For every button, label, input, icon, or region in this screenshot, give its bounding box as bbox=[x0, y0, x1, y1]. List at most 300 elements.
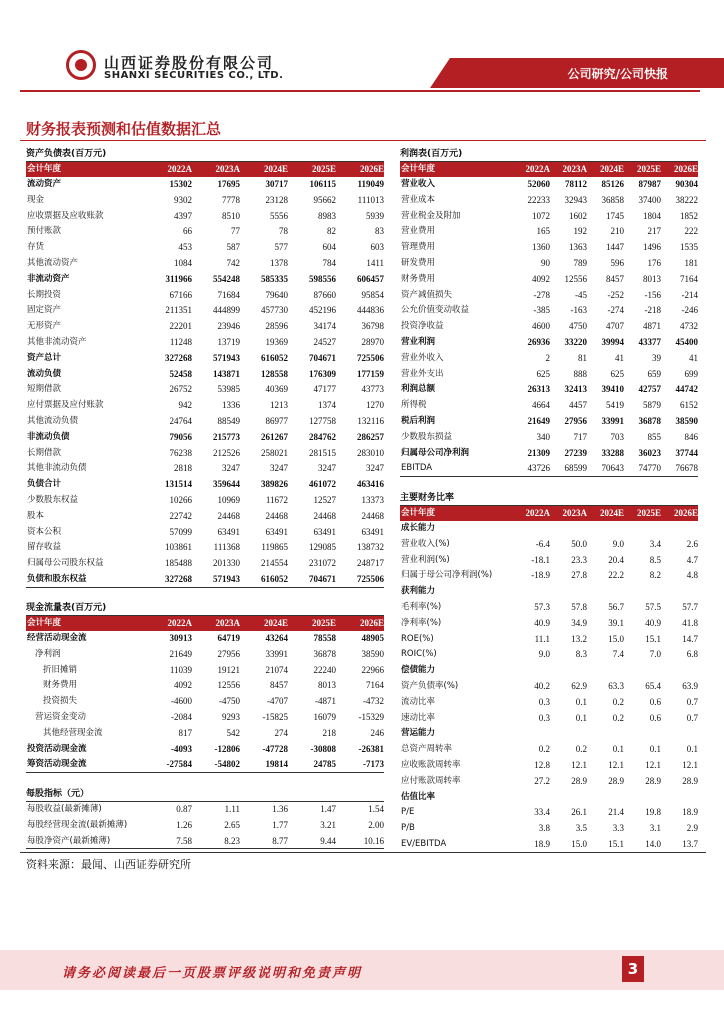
row-value: 27956 bbox=[217, 648, 240, 659]
row-value: 90 bbox=[541, 257, 550, 268]
table-row bbox=[400, 272, 698, 288]
row-value: 4092 bbox=[174, 680, 192, 691]
row-label: P/B bbox=[401, 823, 415, 834]
row-value: 7164 bbox=[680, 273, 698, 284]
row-value: 38590 bbox=[361, 648, 384, 659]
row-value: 27239 bbox=[564, 447, 587, 458]
row-value: -4093 bbox=[171, 743, 192, 754]
row-value: 659 bbox=[647, 368, 661, 379]
row-value: 2.65 bbox=[224, 819, 240, 830]
row-value: 111013 bbox=[357, 194, 384, 205]
table-row bbox=[26, 351, 384, 367]
row-value bbox=[550, 663, 587, 679]
row-label: 其他流动负债 bbox=[27, 415, 79, 426]
row-value bbox=[587, 521, 624, 537]
table-header-cell: 2024E bbox=[599, 508, 624, 518]
row-value bbox=[587, 663, 624, 679]
row-value: 14.0 bbox=[645, 838, 661, 849]
row-value: 217 bbox=[647, 226, 661, 237]
table-caption: 主要财务比率 bbox=[400, 490, 698, 506]
row-value bbox=[661, 584, 698, 600]
table-row bbox=[400, 367, 698, 383]
row-value: 625 bbox=[610, 368, 624, 379]
row-value: 274 bbox=[274, 727, 288, 738]
row-label: ROIC(%) bbox=[401, 649, 437, 660]
row-value: 3247 bbox=[222, 463, 240, 474]
row-value: 62.9 bbox=[571, 680, 587, 691]
row-value: 13.2 bbox=[571, 633, 587, 644]
row-value: 95854 bbox=[361, 289, 384, 300]
row-value: 26.1 bbox=[571, 807, 587, 818]
row-label: 每股净资产(最新摊薄) bbox=[27, 835, 111, 846]
row-value: 457730 bbox=[261, 305, 288, 316]
table-row bbox=[400, 351, 698, 367]
row-value: 43377 bbox=[638, 336, 661, 347]
table-row bbox=[400, 224, 698, 240]
row-value: 63491 bbox=[313, 526, 336, 537]
table-header-cell: 2026E bbox=[359, 164, 384, 174]
row-label: 营业成本 bbox=[401, 194, 436, 205]
row-value bbox=[550, 521, 587, 537]
balance-sheet-table bbox=[26, 146, 384, 588]
row-value: 4.8 bbox=[686, 570, 698, 581]
row-value: 78 bbox=[279, 226, 288, 237]
row-value: 10.16 bbox=[363, 835, 384, 846]
row-label: 营业收入 bbox=[401, 179, 436, 189]
row-label: 现金 bbox=[27, 194, 45, 205]
table-row bbox=[26, 802, 384, 818]
table-header-cell: 2023A bbox=[562, 508, 587, 518]
row-value: 67166 bbox=[169, 289, 192, 300]
row-value: -54802 bbox=[214, 759, 240, 770]
table-row bbox=[26, 414, 384, 430]
row-value: 74770 bbox=[638, 463, 661, 474]
row-value: 76678 bbox=[675, 463, 698, 474]
row-value: 30717 bbox=[265, 179, 288, 189]
table-row bbox=[26, 303, 384, 319]
table-row bbox=[400, 837, 698, 853]
row-value: 40.2 bbox=[534, 680, 550, 691]
row-value: -278 bbox=[533, 289, 550, 300]
row-value: 83 bbox=[375, 226, 384, 237]
row-value: 725506 bbox=[357, 573, 384, 584]
row-value: 0.3 bbox=[538, 712, 550, 723]
row-label: 流动资产 bbox=[27, 179, 62, 189]
row-value: 12527 bbox=[313, 494, 336, 505]
row-value: 3.21 bbox=[320, 819, 336, 830]
row-value: 5419 bbox=[606, 400, 624, 411]
table-header-cell: 2023A bbox=[215, 618, 240, 628]
table-row bbox=[400, 303, 698, 319]
key-ratios-table bbox=[400, 490, 698, 853]
row-label: 税后利润 bbox=[401, 415, 436, 426]
row-label: 投资活动现金流 bbox=[27, 743, 87, 754]
row-value: 87987 bbox=[638, 179, 661, 189]
row-value: 554248 bbox=[213, 273, 240, 284]
row-label: 负债和股东权益 bbox=[27, 573, 87, 584]
row-value: 32943 bbox=[564, 194, 587, 205]
row-value: 1360 bbox=[532, 242, 550, 253]
company-name-en: SHANXI SECURITIES CO., LTD. bbox=[104, 70, 284, 81]
row-label: 长期借款 bbox=[27, 447, 62, 458]
row-value: 789 bbox=[573, 257, 587, 268]
row-value: -7173 bbox=[363, 759, 384, 770]
row-value: 21649 bbox=[169, 648, 192, 659]
row-value: 4750 bbox=[569, 321, 587, 332]
row-value: 37400 bbox=[638, 194, 661, 205]
row-value: 283010 bbox=[357, 447, 384, 458]
row-label: 研发费用 bbox=[401, 257, 436, 268]
row-value: 1084 bbox=[174, 257, 192, 268]
row-value: 81 bbox=[578, 352, 587, 363]
row-value: 8.5 bbox=[649, 554, 661, 565]
row-value bbox=[513, 663, 550, 679]
row-value: 11039 bbox=[169, 664, 192, 675]
row-value: 0.2 bbox=[612, 696, 624, 707]
table-row bbox=[400, 537, 698, 553]
row-value: 214554 bbox=[261, 558, 288, 569]
table-caption: 利润表(百万元) bbox=[400, 146, 698, 162]
table-row bbox=[26, 398, 384, 414]
row-value: 5939 bbox=[366, 210, 384, 221]
row-value: -252 bbox=[607, 289, 624, 300]
row-value bbox=[624, 663, 661, 679]
row-value: 7778 bbox=[222, 194, 240, 205]
row-value: 127758 bbox=[309, 415, 336, 426]
row-value: 12556 bbox=[217, 680, 240, 691]
table-header-cell: 2022A bbox=[167, 164, 192, 174]
table-row bbox=[26, 647, 384, 663]
table-header-cell: 2026E bbox=[359, 618, 384, 628]
row-value: 9.0 bbox=[538, 649, 550, 660]
row-value: 39 bbox=[652, 352, 661, 363]
row-value: 34174 bbox=[313, 321, 336, 332]
section-label: 公司研究/公司快报 bbox=[567, 67, 668, 81]
row-value: 12.1 bbox=[682, 759, 698, 770]
row-value: 5879 bbox=[643, 400, 661, 411]
row-value: 571943 bbox=[213, 352, 240, 363]
row-value: 3247 bbox=[318, 463, 336, 474]
row-value: 9293 bbox=[222, 711, 240, 722]
row-value bbox=[513, 584, 550, 600]
table-row bbox=[400, 790, 698, 806]
row-value: 27956 bbox=[564, 415, 587, 426]
row-value: 4871 bbox=[643, 321, 661, 332]
table-row bbox=[400, 568, 698, 584]
row-value: 8.2 bbox=[649, 570, 661, 581]
row-value: 0.2 bbox=[612, 712, 624, 723]
row-value: 1.47 bbox=[320, 804, 336, 814]
row-value: 64719 bbox=[217, 633, 240, 643]
row-value: 43773 bbox=[361, 384, 384, 395]
row-value: 598556 bbox=[309, 273, 336, 284]
table-row bbox=[26, 710, 384, 726]
row-value: 28.9 bbox=[645, 775, 661, 786]
row-value: 0.1 bbox=[686, 744, 698, 755]
row-value: 15.0 bbox=[608, 633, 624, 644]
row-value: 0.6 bbox=[649, 712, 661, 723]
table-row bbox=[400, 240, 698, 256]
table-row bbox=[26, 818, 384, 834]
table-row bbox=[26, 663, 384, 679]
row-value: 444899 bbox=[213, 305, 240, 316]
table-row bbox=[400, 663, 698, 679]
row-value: 210 bbox=[610, 226, 624, 237]
row-value bbox=[587, 790, 624, 806]
row-value: 4092 bbox=[532, 273, 550, 284]
row-value: 71684 bbox=[217, 289, 240, 300]
row-value: 7.0 bbox=[649, 649, 661, 660]
row-label: 留存收益 bbox=[27, 542, 62, 553]
row-value: 45400 bbox=[675, 336, 698, 347]
row-value: 453 bbox=[178, 242, 192, 253]
row-value: 218 bbox=[322, 727, 336, 738]
row-value: 43264 bbox=[265, 633, 288, 643]
row-value: 0.2 bbox=[538, 744, 550, 755]
table-row bbox=[26, 367, 384, 383]
row-value: 26313 bbox=[527, 384, 550, 395]
row-label: 流动比率 bbox=[401, 696, 436, 707]
row-value: 616052 bbox=[261, 573, 288, 584]
row-value: -274 bbox=[607, 305, 624, 316]
row-value: 40.9 bbox=[534, 617, 550, 628]
table-row bbox=[400, 805, 698, 821]
table-row bbox=[26, 493, 384, 509]
row-value: 68599 bbox=[564, 463, 587, 474]
row-label: 资本公积 bbox=[27, 526, 62, 537]
row-value: 32413 bbox=[564, 384, 587, 395]
cash-flow-table bbox=[26, 600, 384, 773]
table-caption: 现金流量表(百万元) bbox=[26, 600, 384, 616]
table-row bbox=[400, 600, 698, 616]
row-label: 应收账款周转率 bbox=[401, 759, 461, 770]
row-value: 15.1 bbox=[608, 838, 624, 849]
row-value: -4600 bbox=[171, 696, 192, 707]
table-header-cell: 会计年度 bbox=[401, 164, 436, 174]
row-value: 22240 bbox=[313, 664, 336, 675]
row-value: 12.1 bbox=[645, 759, 661, 770]
row-value: 33991 bbox=[265, 648, 288, 659]
row-label: 营业外收入 bbox=[401, 352, 444, 363]
row-value: 28.9 bbox=[571, 775, 587, 786]
row-value: 201330 bbox=[213, 558, 240, 569]
row-value: 143871 bbox=[213, 368, 240, 379]
row-value: 327268 bbox=[165, 573, 192, 584]
row-value: 23.3 bbox=[571, 554, 587, 565]
row-value: 7.4 bbox=[612, 649, 624, 660]
title-divider bbox=[20, 140, 706, 141]
table-row bbox=[26, 540, 384, 556]
row-value: 33.4 bbox=[534, 807, 550, 818]
row-value: 57.3 bbox=[534, 601, 550, 612]
row-label: 投资净收益 bbox=[401, 321, 444, 332]
row-value bbox=[624, 726, 661, 742]
row-value: 24468 bbox=[217, 510, 240, 521]
table-header-cell: 2022A bbox=[525, 508, 550, 518]
table-header-cell: 2023A bbox=[215, 164, 240, 174]
row-value: 3.3 bbox=[612, 823, 624, 834]
table-row bbox=[26, 335, 384, 351]
row-value: 3247 bbox=[270, 463, 288, 474]
row-label: 应收票据及应收账款 bbox=[27, 210, 104, 221]
table-row bbox=[400, 430, 698, 446]
header-divider bbox=[20, 90, 700, 92]
table-header-cell: 2025E bbox=[636, 164, 661, 174]
row-value bbox=[624, 790, 661, 806]
row-value: 1.77 bbox=[272, 819, 288, 830]
row-value: 10969 bbox=[217, 494, 240, 505]
row-value: 704671 bbox=[309, 573, 336, 584]
row-label: 速动比率 bbox=[401, 712, 436, 723]
table-row bbox=[26, 477, 384, 493]
row-value: 53985 bbox=[217, 384, 240, 395]
row-value: 165 bbox=[536, 226, 550, 237]
row-value: 78558 bbox=[313, 633, 336, 643]
table-row bbox=[26, 382, 384, 398]
table-row bbox=[400, 335, 698, 351]
row-value: 13719 bbox=[217, 336, 240, 347]
row-label: P/E bbox=[401, 807, 415, 818]
row-label: 归属于母公司净利润(%) bbox=[401, 570, 493, 581]
row-value: 1.36 bbox=[272, 804, 288, 814]
row-value: 1072 bbox=[532, 210, 550, 221]
row-value bbox=[513, 790, 550, 806]
row-value bbox=[624, 584, 661, 600]
row-value: 4.7 bbox=[686, 554, 698, 565]
row-value: 33220 bbox=[564, 336, 587, 347]
row-value bbox=[587, 584, 624, 600]
row-value: 596 bbox=[610, 257, 624, 268]
row-label: 归属母公司净利润 bbox=[401, 447, 470, 458]
row-value: 12.8 bbox=[534, 759, 550, 770]
table-row bbox=[400, 584, 698, 600]
row-value: 22742 bbox=[169, 510, 192, 521]
row-label: 负债合计 bbox=[27, 479, 62, 490]
row-value: -47728 bbox=[262, 743, 288, 754]
row-value: 42757 bbox=[638, 384, 661, 395]
row-label: 股本 bbox=[27, 510, 45, 521]
row-value: 23128 bbox=[265, 194, 288, 205]
row-value: 12556 bbox=[564, 273, 587, 284]
row-label: 应付票据及应付账款 bbox=[27, 400, 104, 411]
row-value: 41 bbox=[689, 352, 698, 363]
table-header-cell: 2025E bbox=[311, 618, 336, 628]
table-row bbox=[26, 240, 384, 256]
row-label: 资产总计 bbox=[27, 352, 62, 363]
row-value: 24468 bbox=[361, 510, 384, 521]
row-value: 19121 bbox=[217, 664, 240, 675]
row-label: 公允价值变动收益 bbox=[401, 305, 470, 316]
row-label: 所得税 bbox=[401, 400, 427, 411]
row-value: 3.5 bbox=[575, 823, 587, 834]
row-value bbox=[661, 663, 698, 679]
row-value: 12.1 bbox=[571, 759, 587, 770]
row-value: 9.44 bbox=[320, 835, 336, 846]
table-header-cell: 2024E bbox=[263, 618, 288, 628]
row-value: 40369 bbox=[265, 384, 288, 395]
per-share-table bbox=[26, 786, 384, 849]
row-value: 8457 bbox=[270, 680, 288, 691]
row-value: 27.2 bbox=[534, 775, 550, 786]
row-value: 4707 bbox=[606, 321, 624, 332]
row-value: 18.9 bbox=[682, 807, 698, 818]
row-value: 6.8 bbox=[686, 649, 698, 660]
row-value: 79640 bbox=[265, 289, 288, 300]
row-value: 24785 bbox=[313, 759, 336, 770]
table-header-cell: 2026E bbox=[673, 508, 698, 518]
row-value: 1270 bbox=[366, 400, 384, 411]
table-row bbox=[26, 224, 384, 240]
row-value: 0.87 bbox=[176, 804, 192, 814]
row-label: EV/EBITDA bbox=[401, 838, 447, 849]
table-header-cell: 会计年度 bbox=[27, 618, 62, 628]
row-value: 742 bbox=[226, 257, 240, 268]
row-value: 131514 bbox=[165, 479, 192, 490]
row-value: 28.9 bbox=[682, 775, 698, 786]
row-value: 11.1 bbox=[534, 633, 550, 644]
row-value: 1411 bbox=[366, 257, 384, 268]
row-value: 119865 bbox=[261, 542, 288, 553]
row-value: 36858 bbox=[601, 194, 624, 205]
row-value: 585335 bbox=[261, 273, 288, 284]
row-value bbox=[587, 726, 624, 742]
row-value: 717 bbox=[573, 431, 587, 442]
row-value: 38222 bbox=[675, 194, 698, 205]
row-value: 19.8 bbox=[645, 807, 661, 818]
row-value: 604 bbox=[322, 242, 336, 253]
row-value: 119049 bbox=[357, 179, 384, 189]
row-value: 1602 bbox=[569, 210, 587, 221]
row-value bbox=[661, 726, 698, 742]
row-value: 36798 bbox=[361, 321, 384, 332]
row-label: 管理费用 bbox=[401, 242, 436, 253]
row-value: 27.8 bbox=[571, 570, 587, 581]
row-value: 21.4 bbox=[608, 807, 624, 818]
row-value: 215773 bbox=[213, 431, 240, 442]
row-value: 63491 bbox=[265, 526, 288, 537]
row-value: 63.3 bbox=[608, 680, 624, 691]
table-header-row bbox=[400, 506, 698, 521]
table-header-cell: 2024E bbox=[263, 164, 288, 174]
row-value: 246 bbox=[370, 727, 384, 738]
row-value: 24764 bbox=[169, 415, 192, 426]
table-row bbox=[400, 758, 698, 774]
row-value: -156 bbox=[644, 289, 661, 300]
row-value: 1496 bbox=[643, 242, 661, 253]
table-header-cell: 2025E bbox=[311, 164, 336, 174]
row-value: 577 bbox=[274, 242, 288, 253]
row-value: 542 bbox=[226, 727, 240, 738]
row-value: 2818 bbox=[174, 463, 192, 474]
row-value: 625 bbox=[536, 368, 550, 379]
table-header-row bbox=[26, 162, 384, 177]
row-label: 估值比率 bbox=[401, 791, 436, 802]
table-row bbox=[26, 834, 384, 850]
row-value: 177159 bbox=[357, 368, 384, 379]
row-value: 1363 bbox=[569, 242, 587, 253]
table-row bbox=[400, 742, 698, 758]
row-value: 181 bbox=[684, 257, 698, 268]
row-label: 存货 bbox=[27, 242, 45, 253]
table-row bbox=[26, 678, 384, 694]
row-value: 616052 bbox=[261, 352, 288, 363]
row-label: 少数股东权益 bbox=[27, 494, 79, 505]
row-value: 855 bbox=[647, 431, 661, 442]
row-value: -4707 bbox=[267, 696, 288, 707]
row-value: -18.9 bbox=[531, 570, 550, 581]
row-value: 606457 bbox=[357, 273, 384, 284]
row-label: 成长能力 bbox=[401, 523, 436, 533]
